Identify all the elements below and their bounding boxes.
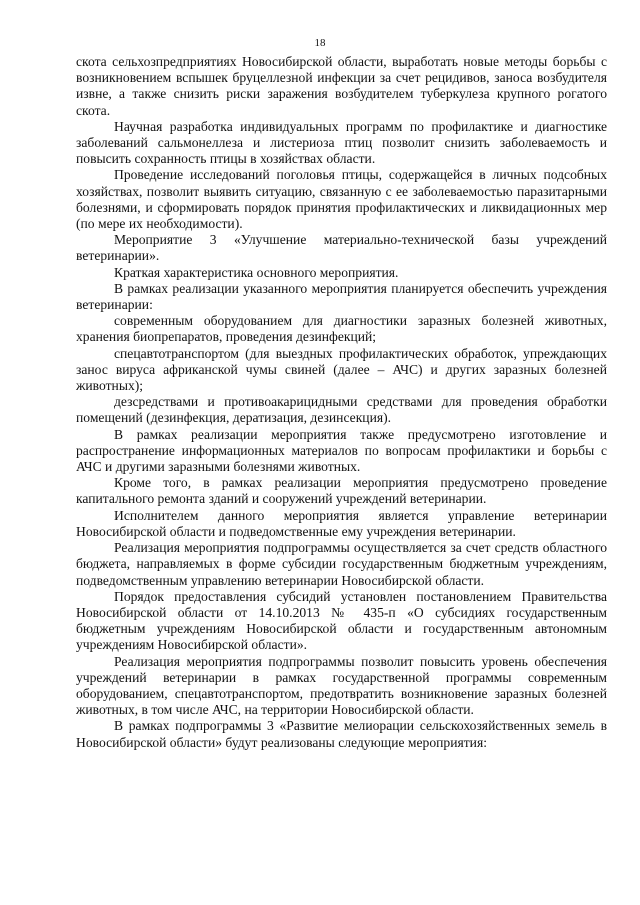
paragraph: Кроме того, в рамках реализации мероприятия предусмотрено проведение капитального ремонта зданий и сооружений учреждений ветеринарии. bbox=[76, 475, 607, 507]
paragraph: Краткая характеристика основного мероприятия. bbox=[114, 264, 399, 280]
paragraph: В рамках реализации указанного мероприятия планируется обеспечить учреждения ветеринарии: bbox=[76, 280, 607, 313]
list-item: современным оборудованием для диагностики заразных болезней животных, хранения биопрепаратов, проведения дезинфекций; bbox=[76, 313, 607, 345]
list-item: дезсредствами и противоакарицидными средствами для проведения обработки помещений (дезинфекция, дератизация, дезинсекция). bbox=[76, 394, 607, 426]
page-number: 18 bbox=[314, 37, 326, 49]
paragraph: В рамках реализации мероприятия также предусмотрено изготовление и распространение информационных материалов по вопросам профилактики и борьбы с АЧС и другими заразными болезнями животных. bbox=[76, 426, 607, 475]
paragraph: Научная разработка индивидуальных программ по профилактике и диагностике заболеваний сальмонеллеза и листериоза птиц позволит снизить заболеваемость и повысить сохранность птицы в хозяйствах области. bbox=[76, 118, 607, 167]
paragraph: Реализация мероприятия подпрограммы осуществляется за счет средств областного бюджета, направляемых в форме субсидии государственным бюджетным учреждениям, подведомственным управлению ветеринарии Новосибирской области. bbox=[76, 540, 607, 588]
paragraph: Проведение исследований поголовья птицы, содержащейся в личных подсобных хозяйствах, позволит выявить ситуацию, связанную с ее заболеваемостью паразитарными болезнями, и сформировать порядок принятия профилактических и ликвидационных мер (по мере их необходимости). bbox=[76, 167, 607, 232]
paragraph-continued: скота сельхозпредприятиях Новосибирской области, выработать новые методы борьбы с возникновением вспышек бруцеллезной инфекции за счет рецидивов, заноса возбудителя извне, а также снизить риски заражения возбудителем туберкулеза крупного рогатого скота. bbox=[76, 54, 607, 118]
paragraph: Реализация мероприятия подпрограммы позволит повысить уровень обеспечения учреждений ветеринарии в рамках государственной программы современным оборудованием, спецавтотранспортом, предотвратить возникновение заразных болезней животных, в том числе АЧС, на территории Новосибирской области. bbox=[76, 653, 607, 718]
paragraph: Порядок предоставления субсидий установлен постановлением Правительства Новосибирской области от 14.10.2013 № 435-п «О субсидиях государственным бюджетным учреждениям Новосибирской области и государственным автономным учреждениям Новосибирской области». bbox=[76, 588, 607, 653]
document-body bbox=[76, 54, 607, 751]
measure-heading: Мероприятие 3 «Улучшение материально-технической базы учреждений ветеринарии». bbox=[76, 232, 607, 264]
paragraph: В рамках подпрограммы 3 «Развитие мелиорации сельскохозяйственных земель в Новосибирской области» будут реализованы следующие мероприятия: bbox=[76, 718, 607, 750]
list-item: спецавтотранспортом (для выездных профилактических обработок, упреждающих занос вируса африканской чумы свиней (далее – АЧС) и других заразных болезней животных); bbox=[76, 345, 607, 394]
paragraph: Исполнителем данного мероприятия является управление ветеринарии Новосибирской области и подведомственные ему учреждения ветеринарии. bbox=[76, 507, 607, 539]
